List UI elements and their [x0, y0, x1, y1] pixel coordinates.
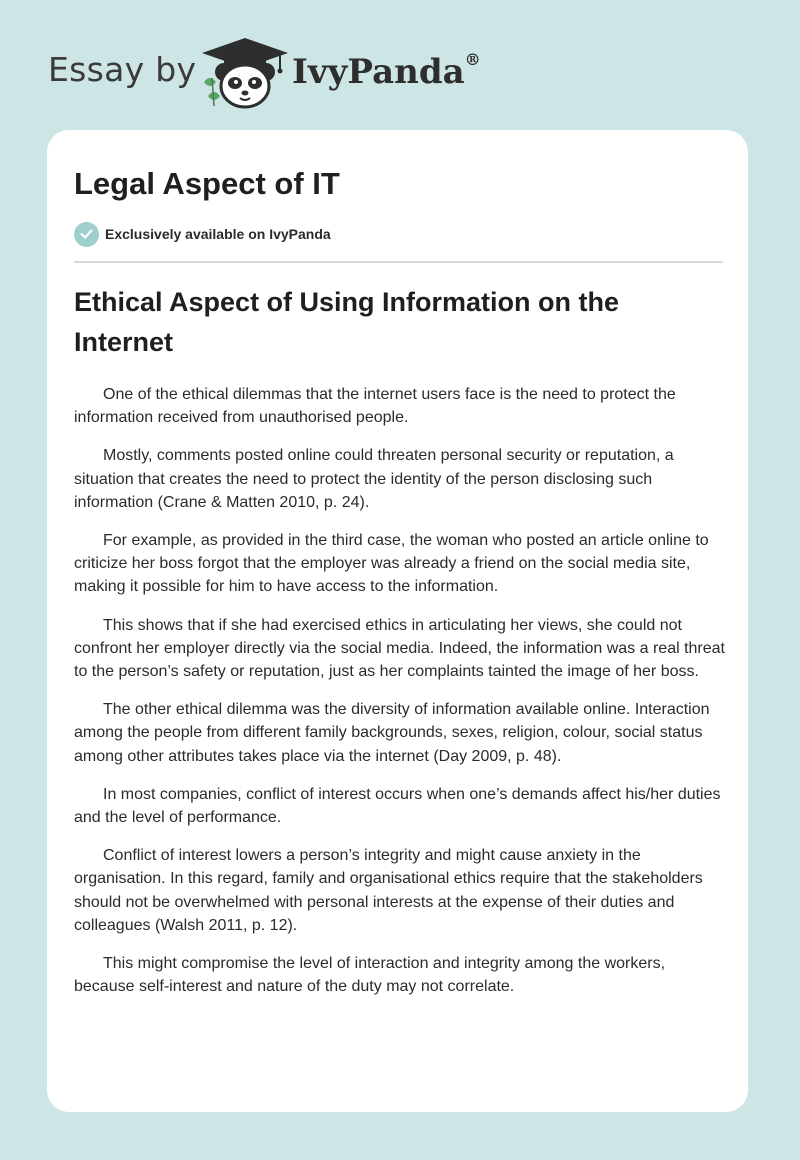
section-heading: Ethical Aspect of Using Information on the Internet — [74, 287, 620, 357]
essay-by-label: Essay by — [48, 50, 197, 89]
check-icon — [74, 222, 99, 247]
page-title: Legal Aspect of IT — [74, 166, 340, 201]
exclusive-label: Exclusively available on IvyPanda — [105, 226, 331, 242]
divider — [74, 261, 723, 263]
site-header — [0, 0, 800, 130]
paragraph: In most companies, conflict of interest occurs when one’s demands affect his/her duties and the level of performance. — [74, 785, 721, 827]
paragraph: Mostly, comments posted online could threaten personal security or reputation, a situation that creates the need to protect the identity of the person disclosing such information (Crane & Matten 2010, p. 24). — [74, 447, 674, 511]
essay-card — [47, 130, 748, 1112]
essay-body — [74, 383, 726, 1013]
paragraph: This shows that if she had exercised ethics in articulating her views, she could not confront her employer directly via the social media. Indeed, the information was a real threat to the person’s safety or reputation, just as her complaints tainted the image of her boss. — [74, 616, 725, 681]
brand-name[interactable] — [292, 52, 481, 92]
registered-mark: ® — [464, 50, 481, 69]
panda-graduate-icon[interactable] — [200, 36, 290, 110]
exclusive-badge — [74, 221, 331, 247]
paragraph: Conflict of interest lowers a person’s integrity and might cause anxiety in the organisation. In this regard, family and organisational ethics require that the stakeholders should not be overwhelmed with personal interests at the expense of their duties and colleagues (Walsh 2011, p. 12). — [74, 847, 703, 934]
paragraph: The other ethical dilemma was the diversity of information available online. Interaction among the people from different family backgrounds, sexes, religion, colour, social status among other attributes takes place via the internet (Day 2009, p. 48). — [74, 701, 710, 765]
brand-text: IvyPanda — [292, 52, 465, 92]
paragraph: For example, as provided in the third case, the woman who posted an article online to criticize her boss forgot that the employer was already a friend on the social media site, making it possible for him to have access to the information. — [74, 532, 709, 596]
paragraph: One of the ethical dilemmas that the internet users face is the need to protect the information received from unauthorised people. — [74, 386, 676, 427]
paragraph: This might compromise the level of interaction and integrity among the workers, because self-interest and nature of the duty may not correlate. — [74, 955, 666, 996]
